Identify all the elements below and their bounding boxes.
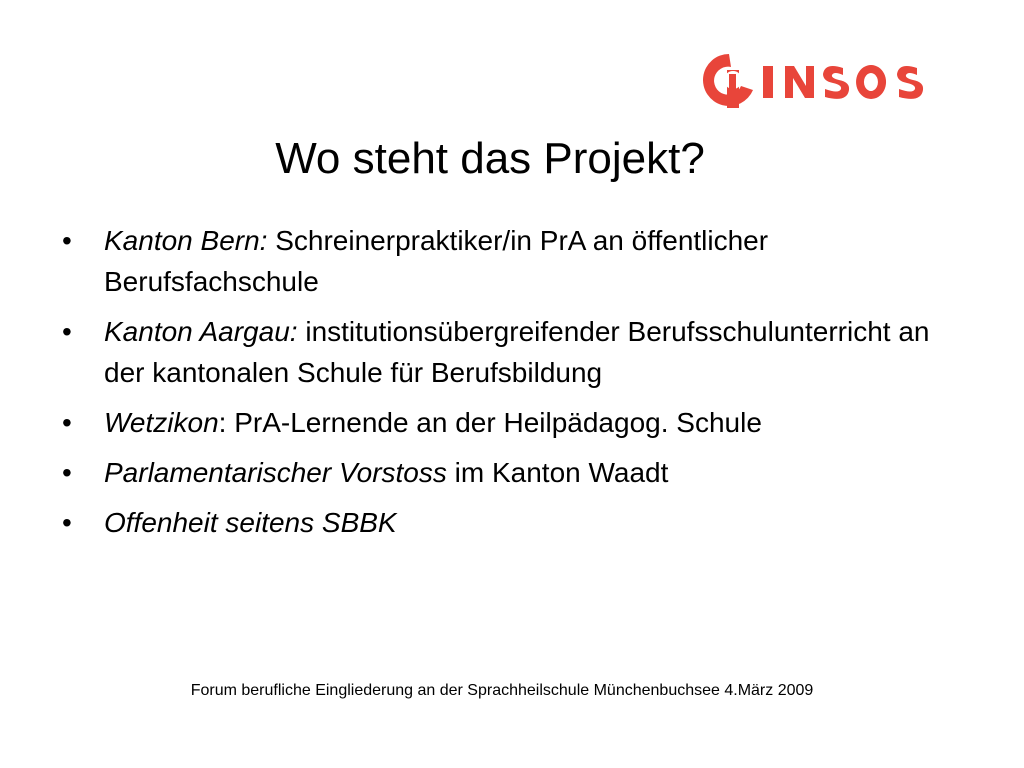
bullet-item bbox=[60, 452, 960, 493]
bullet-list bbox=[60, 220, 960, 552]
bullet-lead: Kanton Aargau: bbox=[104, 316, 298, 347]
bullet-marker: • bbox=[62, 507, 72, 538]
bullet-lead: Parlamentarischer Vorstoss bbox=[104, 457, 447, 488]
bullet-text: Schreinerpraktiker/in PrA an öffentlicher Berufsfachschule bbox=[104, 225, 769, 297]
bullet-marker: • bbox=[62, 457, 72, 488]
bullet-item bbox=[60, 402, 960, 443]
bullet-text: : PrA-Lernende an der Heilpädagog. Schule bbox=[218, 407, 762, 438]
bullet-text: institutionsübergreifender Berufsschulunterricht an der kantonalen Schule für Berufsbildung bbox=[104, 316, 930, 388]
bullet-marker: • bbox=[62, 225, 72, 256]
slide-footer: Forum berufliche Eingliederung an der Sprachheilschule Münchenbuchsee 4.März 2009 bbox=[190, 682, 814, 699]
bullet-lead: Kanton Bern: bbox=[104, 225, 268, 256]
bullet-marker: • bbox=[62, 316, 72, 347]
bullet-lead: Wetzikon bbox=[104, 407, 219, 438]
slide-title: Wo steht das Projekt? bbox=[275, 134, 705, 183]
bullet-text: im Kanton Waadt bbox=[446, 457, 669, 488]
logo-wordmark bbox=[763, 65, 923, 99]
logo-emblem-icon bbox=[703, 54, 753, 108]
bullet-item bbox=[60, 311, 960, 393]
bullet-marker: • bbox=[62, 407, 72, 438]
bullet-item bbox=[60, 502, 960, 543]
insos-logo bbox=[703, 50, 927, 112]
bullet-lead: Offenheit seitens SBBK bbox=[104, 507, 397, 538]
bullet-item bbox=[60, 220, 960, 302]
